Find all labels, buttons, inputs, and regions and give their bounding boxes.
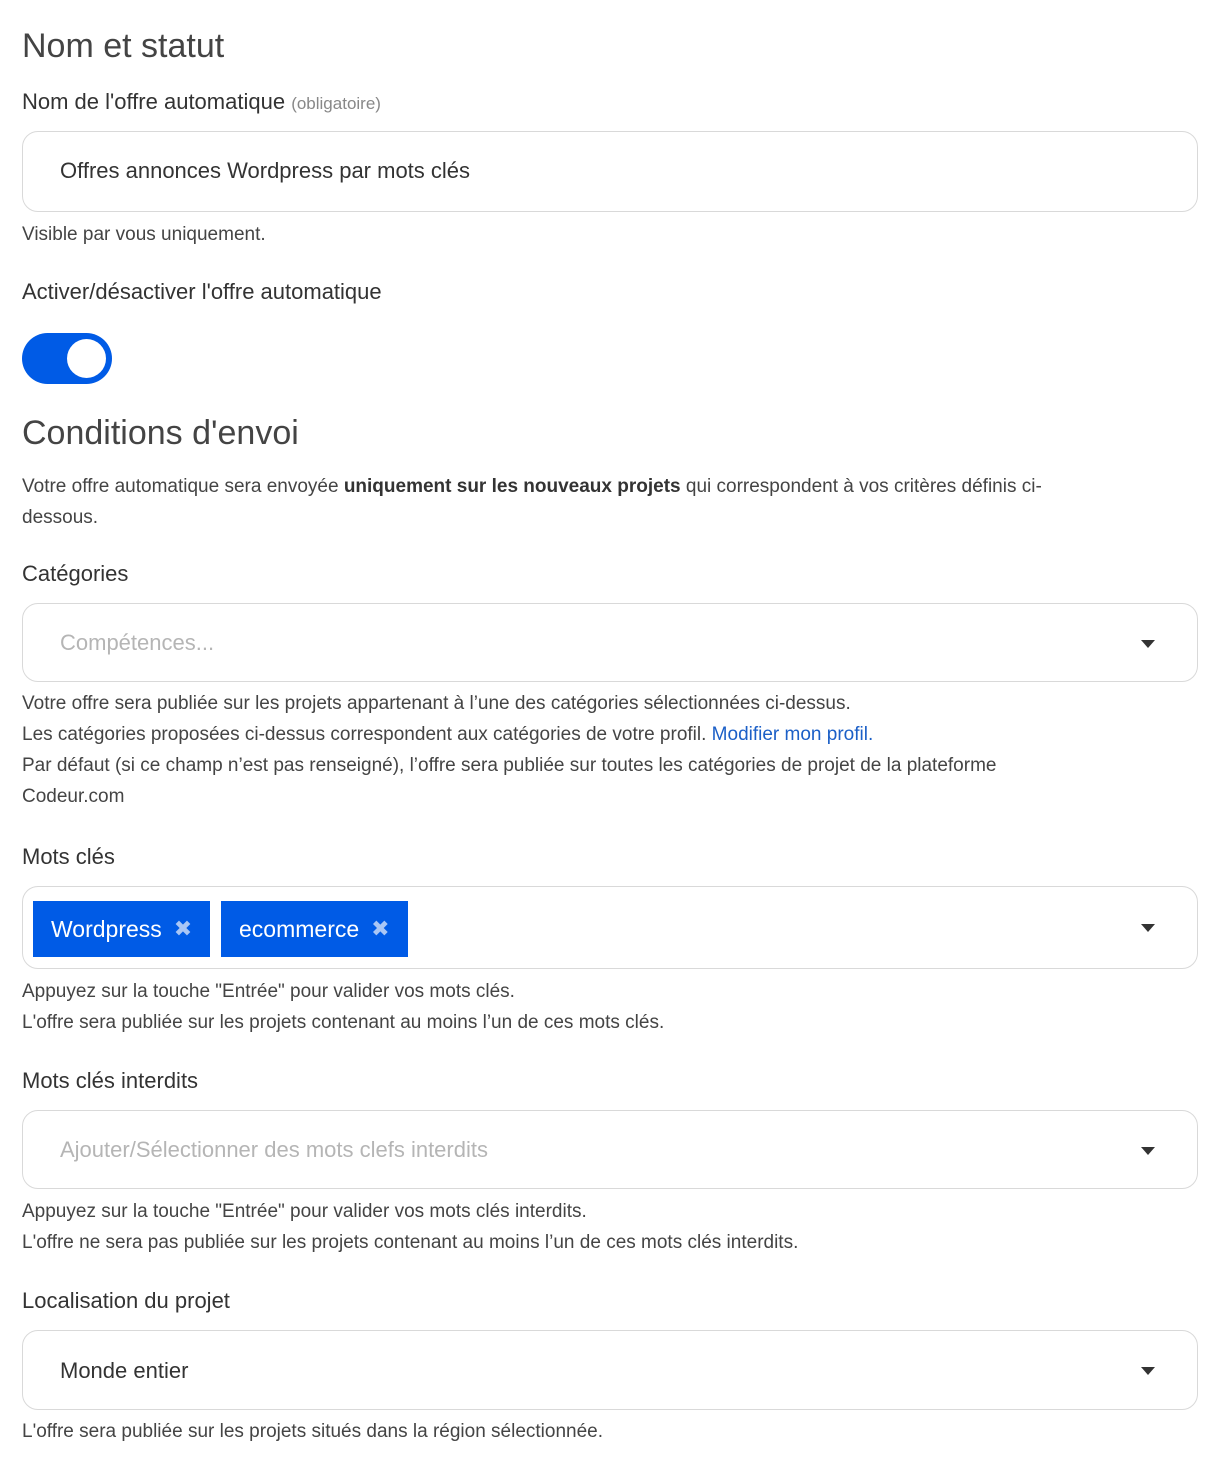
forbidden-keywords-placeholder: Ajouter/Sélectionner des mots clefs interdits <box>60 1137 488 1162</box>
keywords-help-line1: Appuyez sur la touche "Entrée" pour valider vos mots clés. <box>22 981 515 1002</box>
chevron-down-icon <box>1141 1367 1155 1375</box>
keywords-select[interactable] <box>22 886 1198 969</box>
intro-text-line2: dessous. <box>22 507 99 528</box>
categories-help <box>22 688 1198 812</box>
remove-tag-icon[interactable]: ✖ <box>173 916 193 941</box>
keyword-tag-label: Wordpress <box>51 915 162 942</box>
forbidden-keywords-label: Mots clés interdits <box>22 1068 199 1093</box>
chevron-down-icon <box>1141 1147 1155 1155</box>
forbidden-keywords-help <box>22 1196 1198 1258</box>
section-title-name-status: Nom et statut <box>22 27 225 65</box>
categories-help-line4: Codeur.com <box>22 786 125 807</box>
active-toggle[interactable] <box>22 333 112 384</box>
edit-profile-link[interactable]: Modifier mon profil. <box>711 724 874 745</box>
toggle-knob <box>67 339 106 378</box>
categories-help-line1: Votre offre sera publiée sur les projets appartenant à l’une des catégories sélectionnées ci-dessus. <box>22 693 851 714</box>
chevron-down-icon <box>1141 640 1155 648</box>
offer-name-label <box>22 88 381 118</box>
conditions-intro <box>22 471 1198 533</box>
offer-name-value: Offres annonces Wordpress par mots clés <box>60 158 471 183</box>
forbidden-keywords-select[interactable] <box>22 1110 1198 1189</box>
intro-text-start: Votre offre automatique sera envoyée <box>22 476 344 497</box>
keywords-label: Mots clés <box>22 844 115 869</box>
location-value: Monde entier <box>60 1358 189 1383</box>
chevron-down-icon <box>1141 924 1155 932</box>
categories-placeholder: Compétences... <box>60 630 215 655</box>
categories-select[interactable] <box>22 603 1198 682</box>
keywords-help <box>22 976 1198 1038</box>
section-title-conditions: Conditions d'envoi <box>22 414 299 452</box>
intro-text-bold: uniquement sur les nouveaux projets <box>343 476 681 497</box>
location-select[interactable] <box>22 1330 1198 1410</box>
offer-name-input[interactable] <box>22 131 1198 212</box>
categories-label: Catégories <box>22 561 129 586</box>
required-hint: (obligatoire) <box>291 94 381 113</box>
forbidden-help-line1: Appuyez sur la touche "Entrée" pour valider vos mots clés interdits. <box>22 1201 587 1222</box>
intro-text-end: qui correspondent à vos critères définis ci- <box>680 476 1042 497</box>
location-help: L'offre sera publiée sur les projets situés dans la région sélectionnée. <box>22 1421 604 1442</box>
offer-name-help: Visible par vous uniquement. <box>22 224 266 245</box>
remove-tag-icon[interactable]: ✖ <box>371 916 390 941</box>
location-label: Localisation du projet <box>22 1288 230 1313</box>
keyword-tag <box>33 901 210 957</box>
keyword-tag-label: ecommerce <box>239 915 360 942</box>
categories-help-line3: Par défaut (si ce champ n’est pas renseigné), l’offre sera publiée sur toutes les catégories de projet de la plateforme <box>22 755 997 776</box>
keyword-tag <box>221 901 408 957</box>
toggle-label: Activer/désactiver l'offre automatique <box>22 279 382 304</box>
categories-help-line2: Les catégories proposées ci-dessus correspondent aux catégories de votre profil. <box>22 724 712 745</box>
forbidden-help-line2: L'offre ne sera pas publiée sur les projets contenant au moins l’un de ces mots clés interdits. <box>22 1232 799 1253</box>
offer-name-label-text: Nom de l'offre automatique <box>22 89 286 114</box>
keywords-help-line2: L'offre sera publiée sur les projets contenant au moins l’un de ces mots clés. <box>22 1012 665 1033</box>
